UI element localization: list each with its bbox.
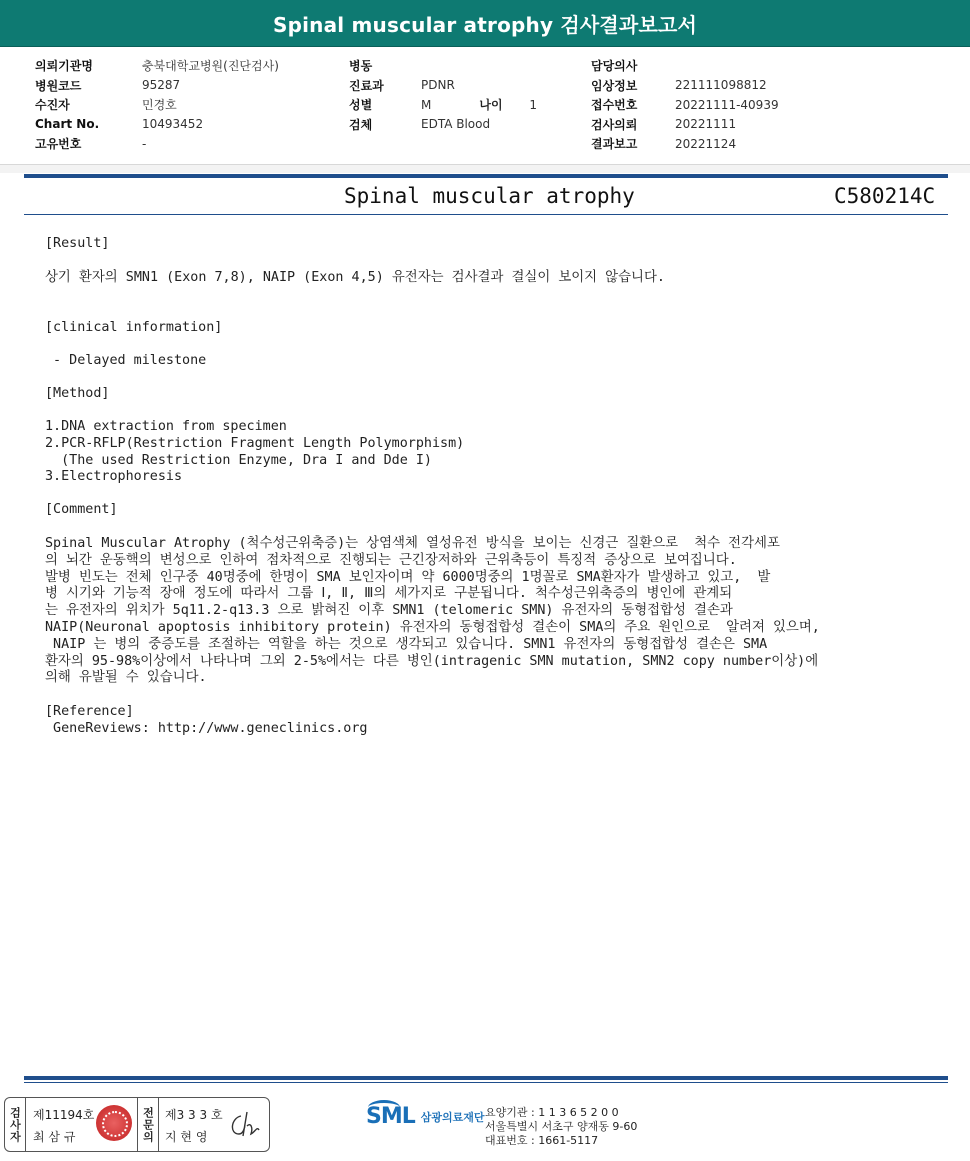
- age-value: 1: [529, 97, 537, 112]
- reference-heading: [Reference]: [45, 704, 134, 720]
- info-value: 221111098812: [675, 78, 767, 93]
- specimen-label: 검체: [349, 117, 373, 132]
- info-row: [35, 76, 279, 96]
- signature-image: [227, 1108, 263, 1140]
- examiner-label-text: 검사자: [8, 1106, 22, 1143]
- method-line: 2.PCR-RFLP(Restriction Fragment Length Polymorphism): [45, 435, 465, 451]
- report-title-bar: [0, 0, 970, 47]
- info-row: [349, 56, 537, 76]
- ward-label: 병동: [349, 59, 373, 74]
- org-name: 삼광의료재단: [420, 1110, 485, 1124]
- sex-value: M: [421, 97, 432, 112]
- specialist-label: [137, 1098, 159, 1151]
- report-title: Spinal muscular atrophy 검사결과보고서: [272, 12, 698, 37]
- dept-label: 진료과: [349, 78, 384, 93]
- info-value: 20221111: [675, 117, 737, 132]
- comment-heading: [Comment]: [45, 502, 118, 518]
- info-label: 고유번호: [35, 137, 82, 152]
- org-address-line: 요양기관 : 1 1 3 6 5 2 0 0: [485, 1106, 619, 1119]
- info-row: [35, 134, 279, 154]
- examiner-license: 제11194호: [33, 1108, 95, 1122]
- examiner-label: [5, 1098, 26, 1151]
- specialist-license: 제3 3 3 호: [165, 1108, 223, 1122]
- info-row: [349, 76, 537, 96]
- comment-line: 는 유전자의 위치가 5q11.2-q13.3 으로 밝혀진 이후 SMN1 (telomeric SMN) 유전자의 동형접합성 결손과: [45, 603, 733, 619]
- info-value: 10493452: [142, 117, 204, 132]
- info-label: 수진자: [35, 98, 70, 113]
- method-line: 3.Electrophoresis: [45, 469, 183, 485]
- info-row: [591, 56, 779, 76]
- method-heading: [Method]: [45, 386, 110, 402]
- bottom-divider-thin: [24, 1082, 948, 1083]
- info-value: 20221111-40939: [675, 97, 779, 112]
- info-row: [35, 95, 279, 115]
- info-value: 민경호: [142, 98, 177, 113]
- method-line: 1.DNA extraction from specimen: [45, 418, 287, 434]
- info-label: 병원코드: [35, 78, 82, 93]
- info-column-3: [591, 56, 779, 154]
- signature-box: [4, 1097, 270, 1152]
- info-value: 20221124: [675, 136, 737, 151]
- section-gap: [0, 165, 970, 173]
- specimen-value: EDTA Blood: [421, 117, 491, 132]
- dept-value: PDNR: [421, 78, 455, 93]
- result-heading: [Result]: [45, 236, 110, 251]
- info-row: [591, 95, 779, 115]
- age-label: 나이: [479, 98, 503, 113]
- info-row: [591, 115, 779, 135]
- comment-line: Spinal Muscular Atrophy (척수성근위축증)는 상염색체 열성유전 방식을 보이는 신경근 질환으로 척수 전각세포: [45, 535, 780, 551]
- sml-logo: SML: [366, 1104, 415, 1129]
- title-underline: [24, 214, 948, 215]
- info-value: 95287: [142, 78, 181, 93]
- info-label: 결과보고: [591, 137, 638, 152]
- info-value: -: [142, 136, 147, 151]
- official-seal: [96, 1105, 132, 1141]
- info-label: 의뢰기관명: [35, 59, 93, 74]
- info-column-2: [349, 56, 537, 134]
- comment-line: NAIP 는 병의 중증도를 조절하는 역할을 하는 것으로 생각되고 있습니다. SMN1 유전자의 동형접합성 결손은 SMA: [45, 636, 768, 652]
- clinical-heading: [clinical information]: [45, 319, 223, 335]
- info-label: 접수번호: [591, 98, 638, 113]
- info-row: [35, 56, 279, 76]
- examiner-name: 최 삼 규: [33, 1130, 76, 1144]
- sex-label: 성별: [349, 98, 373, 113]
- top-divider: [24, 174, 948, 178]
- comment-line: 환자의 95-98%이상에서 나타나며 그외 2-5%에서는 다른 병인(intragenic SMN mutation, SMN2 copy number이상)에: [45, 653, 819, 669]
- sml-logo-block: [366, 1104, 485, 1129]
- report-code: C580214C: [834, 184, 936, 208]
- info-row: [35, 115, 279, 135]
- org-address-line: 서울특별시 서초구 양재동 9-60: [485, 1120, 638, 1133]
- info-label: 담당의사: [591, 59, 638, 74]
- report-test-name: Spinal muscular atrophy: [344, 184, 635, 208]
- info-label: 임상정보: [591, 78, 638, 93]
- info-value: 충북대학교병원(진단검사): [142, 59, 279, 74]
- comment-line: 의해 유발될 수 있습니다.: [45, 670, 207, 686]
- info-row: [349, 95, 537, 115]
- info-row: [349, 115, 537, 135]
- reference-text: GeneReviews: http://www.geneclinics.org: [45, 720, 368, 736]
- comment-line: NAIP(Neuronal apoptosis inhibitory protein) 유전자의 동형접합성 결손이 SMA의 주요 원인으로 알려져 있으며,: [45, 619, 820, 635]
- sml-logo-arc: [368, 1100, 400, 1115]
- org-address: [485, 1106, 637, 1148]
- info-row: [591, 76, 779, 96]
- result-text: 상기 환자의 SMN1 (Exon 7,8), NAIP (Exon 4,5) 유전자는 검사결과 결실이 보이지 않습니다.: [45, 269, 665, 285]
- info-label: 검사의뢰: [591, 117, 638, 132]
- bottom-divider: [24, 1076, 948, 1080]
- specialist-label-text: 전문의: [141, 1106, 155, 1143]
- method-line: (The used Restriction Enzyme, Dra I and Dde I): [45, 452, 432, 468]
- clinical-text: - Delayed milestone: [45, 353, 207, 369]
- patient-info-panel: [0, 48, 970, 165]
- org-address-line: 대표번호 : 1661-5117: [485, 1134, 599, 1147]
- info-row: [591, 134, 779, 154]
- comment-line: 발병 빈도는 전체 인구중 40명중에 한명이 SMA 보인자이며 약 6000명중의 1명꼴로 SMA환자가 발생하고 있고, 발: [45, 569, 771, 585]
- comment-line: 의 뇌간 운동핵의 변성으로 인하여 점차적으로 진행되는 근긴장저하와 근위축등이 특징적 증상으로 보여집니다.: [45, 552, 737, 568]
- info-column-1: [35, 56, 279, 154]
- comment-line: 병 시기와 기능적 장애 정도에 따라서 그룹 Ⅰ, Ⅱ, Ⅲ의 세가지로 구분됩니다. 척수성근위축증의 병인에 관계되: [45, 586, 733, 602]
- report-body: [45, 236, 935, 738]
- specialist-name: 지 현 영: [165, 1130, 208, 1144]
- info-label: Chart No.: [35, 117, 100, 132]
